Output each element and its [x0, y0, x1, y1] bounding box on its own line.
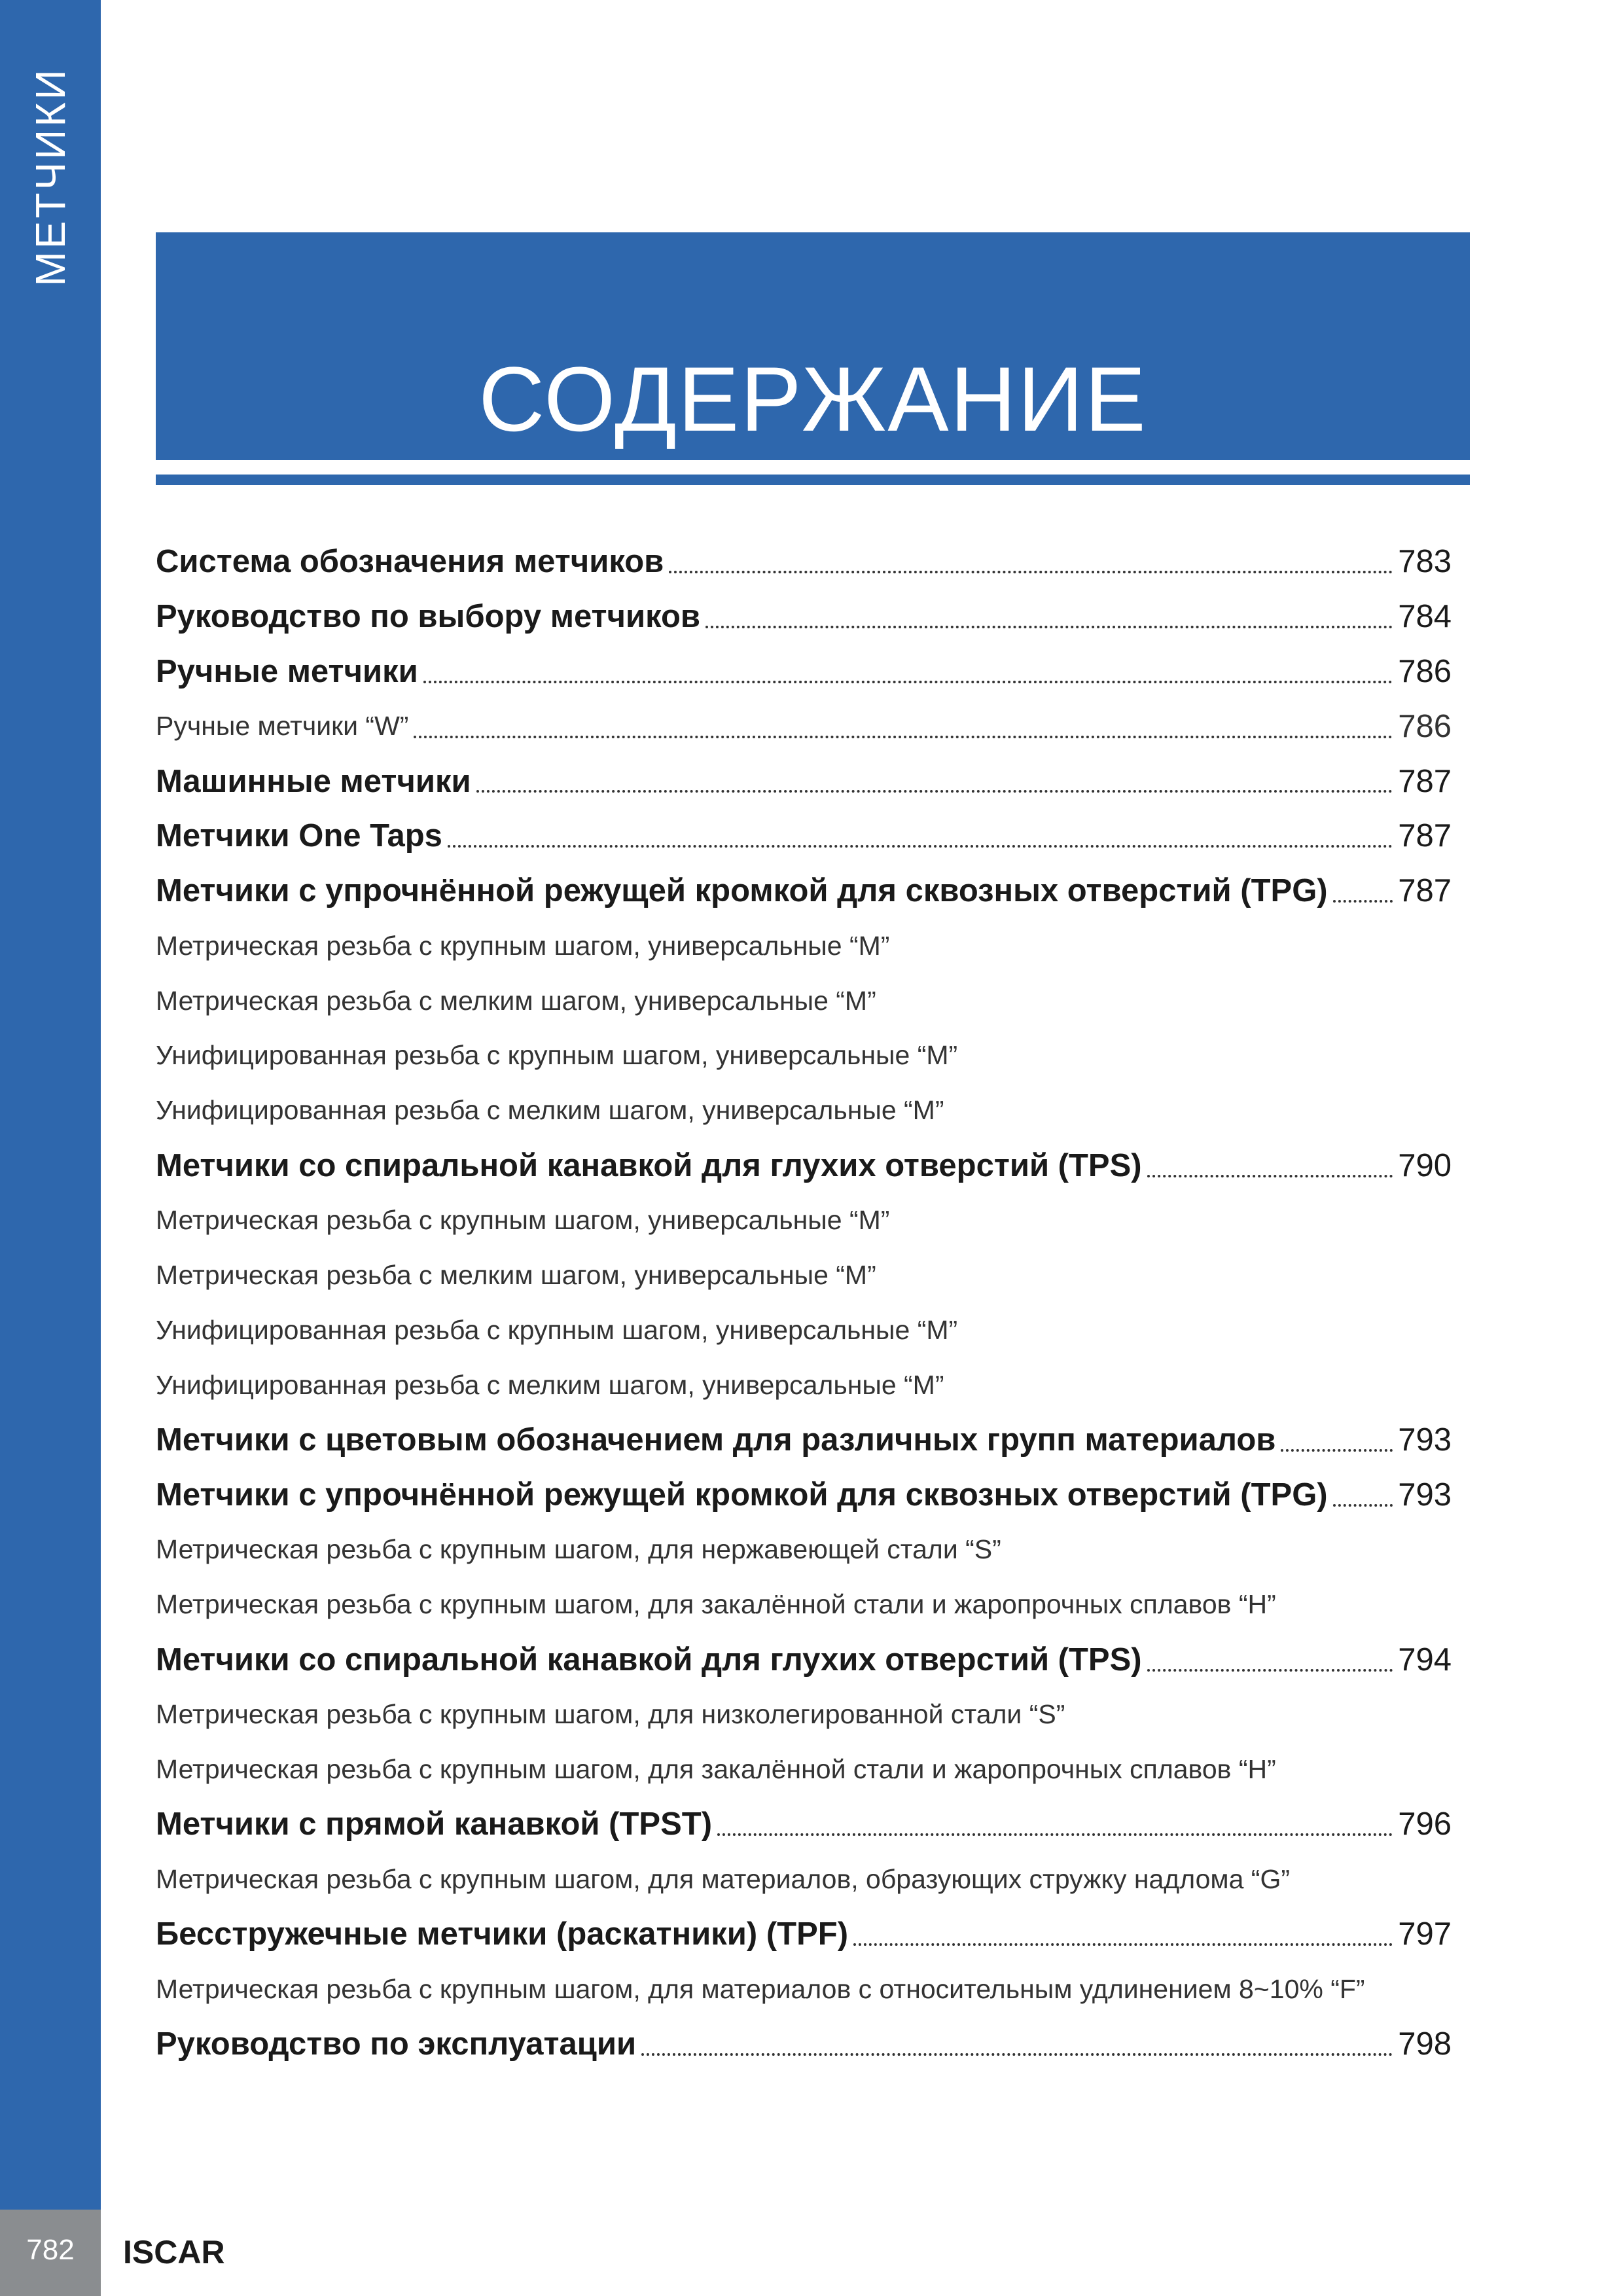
toc-entry-label: Метрическая резьба с крупным шагом, для закалённой стали и жаропрочных сплавов “H”	[156, 1754, 1276, 1785]
dot-leader	[448, 845, 1393, 848]
toc-subentry[interactable]	[156, 1742, 1452, 1797]
toc-entry-label: Ручные метчики “W”	[156, 711, 409, 742]
toc-entry[interactable]	[156, 863, 1452, 918]
toc-entry-label: Метчики с цветовым обозначением для различных групп материалов	[156, 1422, 1276, 1458]
toc-entry-page: 793	[1398, 1422, 1452, 1458]
dot-leader	[423, 681, 1393, 683]
toc-entry-label: Метчики One Taps	[156, 818, 442, 854]
side-bar	[0, 0, 101, 2296]
toc-subentry[interactable]	[156, 1687, 1452, 1742]
toc-entry-page: 787	[1398, 818, 1452, 854]
toc-entry-label: Ручные метчики	[156, 653, 418, 689]
toc-entry-label: Система обозначения метчиков	[156, 543, 664, 579]
toc-entry-page: 793	[1398, 1477, 1452, 1513]
toc-entry-page: 787	[1398, 763, 1452, 799]
toc-entry-label: Метчики с упрочнённой режущей кромкой для сквозных отверстий (TPG)	[156, 873, 1328, 909]
toc-entry-label: Метрическая резьба с крупным шагом, для закалённой стали и жаропрочных сплавов “H”	[156, 1589, 1276, 1620]
toc-subentry[interactable]	[156, 1357, 1452, 1412]
toc-entry[interactable]	[156, 754, 1452, 809]
toc-entry-label: Метчики со спиральной канавкой для глухих отверстий (TPS)	[156, 1641, 1142, 1677]
toc-subentry[interactable]	[156, 1962, 1452, 2017]
toc-entry-page: 798	[1398, 2026, 1452, 2062]
toc-entry-label: Бесстружечные метчики (раскатники) (TPF)	[156, 1916, 849, 1952]
dot-leader	[1147, 1669, 1393, 1672]
toc-entry-label: Метрическая резьба с крупным шагом, универсальные “M”	[156, 930, 890, 961]
toc-entry[interactable]	[156, 1632, 1452, 1687]
toc-entry-page: 784	[1398, 598, 1452, 634]
toc-subentry[interactable]	[156, 699, 1452, 754]
toc-subentry[interactable]	[156, 1028, 1452, 1083]
toc-entry-label: Метрическая резьба с крупным шагом, универсальные “M”	[156, 1205, 890, 1236]
toc-entry[interactable]	[156, 2017, 1452, 2072]
toc-entry[interactable]	[156, 1907, 1452, 1962]
toc-subentry[interactable]	[156, 1193, 1452, 1248]
toc-entry[interactable]	[156, 1467, 1452, 1522]
dot-leader	[476, 790, 1393, 793]
toc-entry-label: Метрическая резьба с крупным шагом, для материалов с относительным удлинением 8~10% “F”	[156, 1973, 1365, 2004]
page-number: 782	[26, 2234, 75, 2266]
toc-entry[interactable]	[156, 808, 1452, 863]
header-divider	[156, 475, 1470, 485]
toc-subentry[interactable]	[156, 1522, 1452, 1577]
dot-leader	[669, 571, 1393, 573]
toc-entry-label: Метрическая резьба с крупным шагом, для низколегированной стали “S”	[156, 1699, 1065, 1730]
toc-entry-label: Метчики с прямой канавкой (TPST)	[156, 1806, 713, 1842]
toc-entry-label: Метчики со спиральной канавкой для глухих отверстий (TPS)	[156, 1147, 1142, 1183]
dot-leader	[641, 2053, 1393, 2056]
toc-entry[interactable]	[156, 644, 1452, 699]
dot-leader	[414, 736, 1393, 738]
dot-leader	[717, 1833, 1393, 1836]
side-section-label: МЕТЧИКИ	[27, 67, 74, 287]
toc-entry[interactable]	[156, 1138, 1452, 1193]
dot-leader	[1333, 900, 1393, 903]
toc-entry-page: 786	[1398, 708, 1452, 744]
dot-leader	[853, 1943, 1393, 1946]
brand-logo-text: ISCAR	[123, 2234, 225, 2270]
toc-entry[interactable]	[156, 1797, 1452, 1852]
toc-subentry[interactable]	[156, 1852, 1452, 1907]
toc-entry-label: Унифицированная резьба с мелким шагом, универсальные “M”	[156, 1369, 944, 1400]
toc-subentry[interactable]	[156, 1577, 1452, 1632]
toc-entry-page: 787	[1398, 873, 1452, 909]
toc-entry[interactable]	[156, 534, 1452, 589]
toc-entry-label: Руководство по выбору метчиков	[156, 598, 701, 634]
page-title: СОДЕРЖАНИЕ	[478, 348, 1147, 450]
toc-entry[interactable]	[156, 1412, 1452, 1467]
toc-entry-label: Метрическая резьба с крупным шагом, для нержавеющей стали “S”	[156, 1534, 1001, 1565]
toc-entry-label: Унифицированная резьба с мелким шагом, универсальные “M”	[156, 1095, 944, 1126]
toc-entry-page: 783	[1398, 543, 1452, 579]
toc-entry-page: 797	[1398, 1916, 1452, 1952]
toc-entry-label: Метчики с упрочнённой режущей кромкой для сквозных отверстий (TPG)	[156, 1477, 1328, 1513]
toc-entry-page: 790	[1398, 1147, 1452, 1183]
toc-entry-label: Метрическая резьба с мелким шагом, универсальные “M”	[156, 1260, 876, 1291]
toc-entry[interactable]	[156, 589, 1452, 644]
dot-leader	[1147, 1175, 1393, 1177]
toc-subentry[interactable]	[156, 918, 1452, 973]
table-of-contents	[156, 534, 1452, 2072]
toc-entry-label: Метрическая резьба с мелким шагом, универсальные “M”	[156, 985, 876, 1016]
toc-subentry[interactable]	[156, 1302, 1452, 1357]
toc-entry-page: 796	[1398, 1806, 1452, 1842]
toc-entry-label: Метрическая резьба с крупным шагом, для материалов, образующих стружку надлома “G”	[156, 1863, 1290, 1894]
toc-entry-page: 794	[1398, 1641, 1452, 1677]
toc-entry-label: Машинные метчики	[156, 763, 471, 799]
toc-entry-page: 786	[1398, 653, 1452, 689]
toc-subentry[interactable]	[156, 1083, 1452, 1138]
toc-entry-label: Унифицированная резьба с крупным шагом, универсальные “M”	[156, 1040, 958, 1071]
toc-subentry[interactable]	[156, 1248, 1452, 1303]
toc-entry-label: Унифицированная резьба с крупным шагом, универсальные “M”	[156, 1314, 958, 1345]
dot-leader	[1281, 1449, 1393, 1452]
toc-entry-label: Руководство по эксплуатации	[156, 2026, 637, 2062]
toc-subentry[interactable]	[156, 973, 1452, 1028]
dot-leader	[1333, 1504, 1393, 1507]
dot-leader	[705, 626, 1393, 628]
